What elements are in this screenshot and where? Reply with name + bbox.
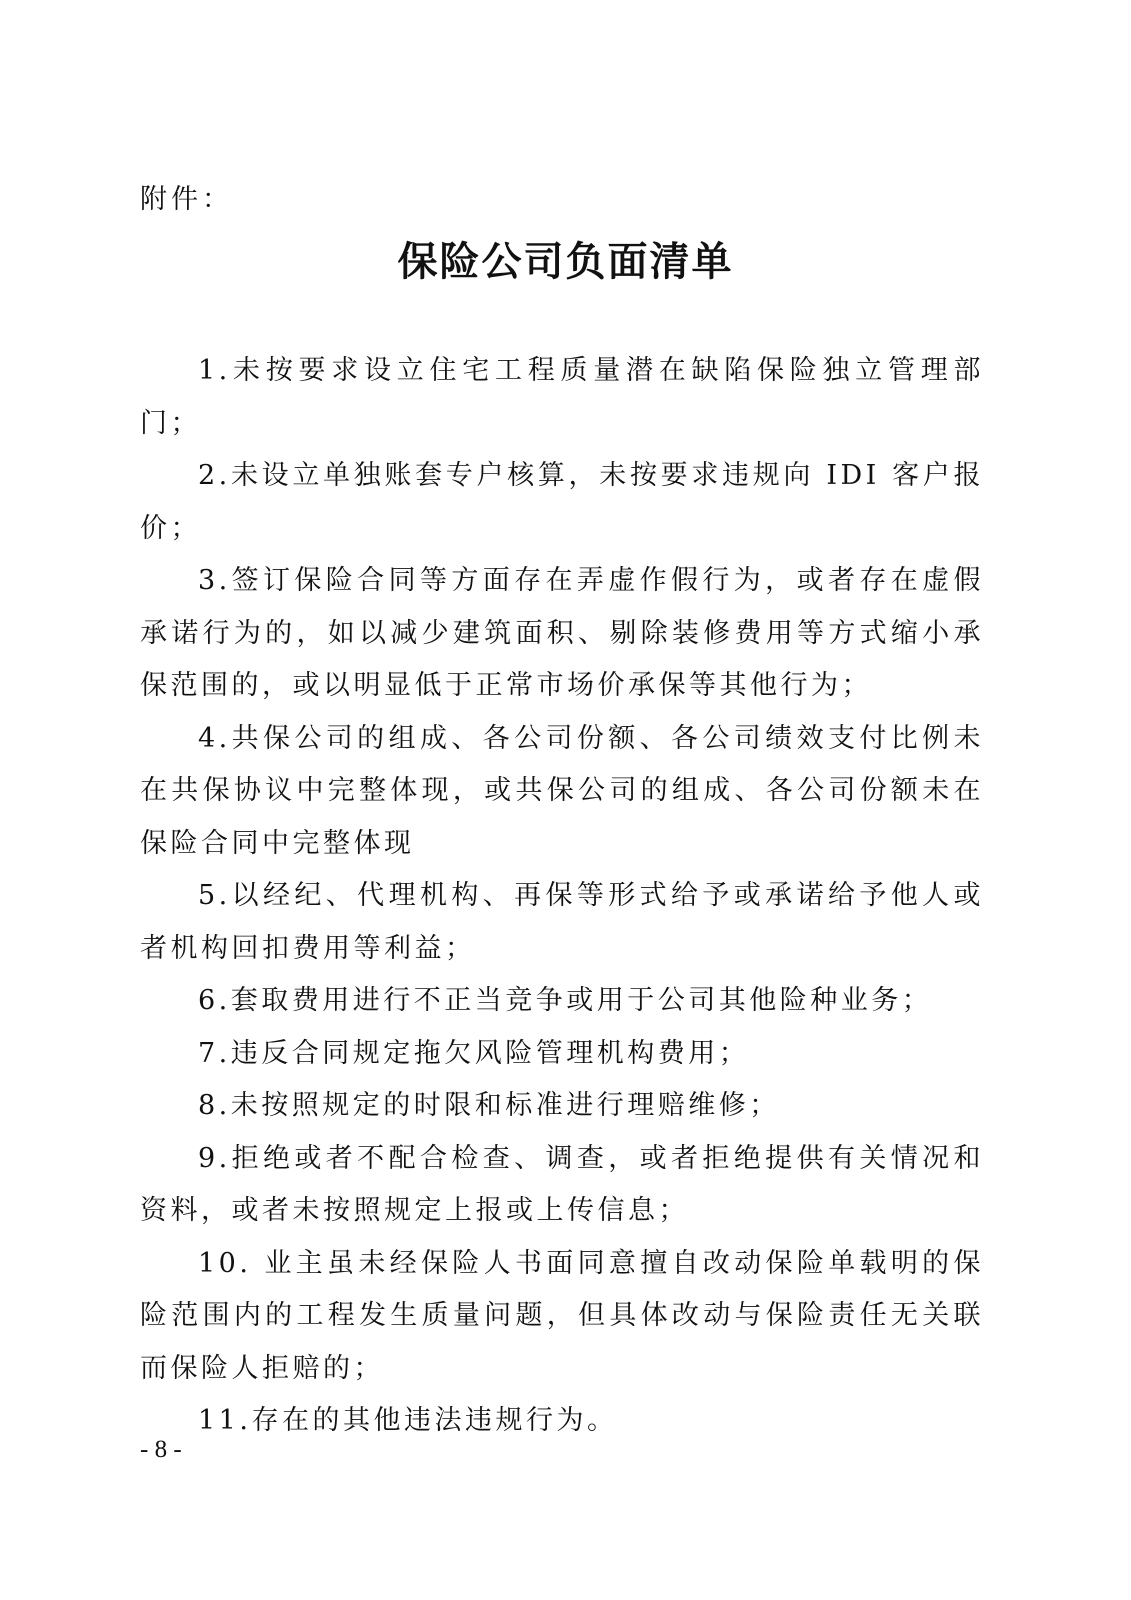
list-item-5: 5.以经纪、代理机构、再保等形式给予或承诺给予他人或者机构回扣费用等利益； (140, 880, 984, 964)
list-item-1: 1.未按要求设立住宅工程质量潜在缺陷保险独立管理部门； (140, 355, 984, 439)
list-item-8: 8.未按照规定的时限和标准进行理赔维修； (198, 1090, 780, 1121)
list-item-3: 3.签订保险合同等方面存在弄虚作假行为，或者存在虚假承诺行为的，如以减少建筑面积、剔除装修费用等方式缩小承保范围的，或以明显低于正常市场价承保等其他行为； (140, 565, 984, 701)
page-number: - 8 - (140, 1436, 182, 1463)
list-item-7: 7.违反合同规定拖欠风险管理机构费用； (198, 1037, 750, 1069)
list-item-6: 6.套取费用进行不正当竞争或用于公司其他险种业务； (198, 985, 933, 1016)
list-item-9: 9.拒绝或者不配合检查、调查，或者拒绝提供有关情况和资料，或者未按照规定上报或上传信息； (140, 1142, 984, 1226)
list-item-2: 2.未设立单独账套专户核算，未按要求违规向 IDI 客户报价； (140, 460, 984, 544)
list-item-10: 10. 业主虽未经保险人书面同意擅自改动保险单载明的保险范围内的工程发生质量问题，但具体改动与保险责任无关联而保险人拒赔的； (140, 1247, 984, 1384)
negative-list (140, 345, 984, 1448)
document-title: 保险公司负面清单 (397, 238, 734, 285)
attachment-label: 附件： (140, 184, 233, 215)
list-item-11: 11.存在的其他违法违规行为。 (198, 1405, 618, 1436)
list-item-4: 4.共保公司的组成、各公司份额、各公司绩效支付比例未在共保协议中完整体现，或共保公司的组成、各公司份额未在保险合同中完整体现 (140, 722, 984, 859)
